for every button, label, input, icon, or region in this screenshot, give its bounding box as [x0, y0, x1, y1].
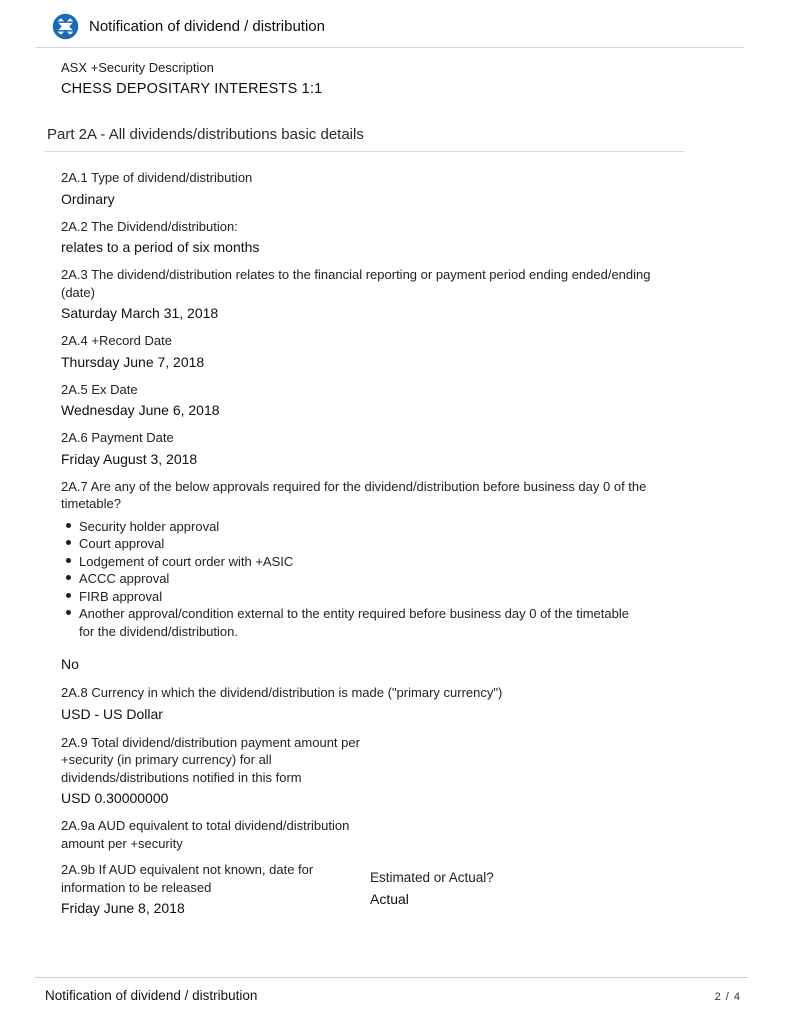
list-item: Another approval/condition external to the entity required before business day 0 of the timetable for the dividend/distribution.	[61, 605, 631, 640]
item-2a9a	[61, 817, 731, 852]
item-value: Ordinary	[61, 190, 115, 207]
item-label: 2A.7 Are any of the below approvals required for the dividend/distribution before business day 0 of the timetable?	[61, 478, 647, 511]
list-item: Court approval	[61, 535, 631, 553]
asx-logo-icon	[52, 13, 79, 40]
approvals-list	[61, 518, 731, 641]
footer-title: Notification of dividend / distribution	[45, 988, 258, 1003]
form-items	[61, 169, 731, 918]
item-2a9b-right	[370, 861, 494, 918]
security-description-label: ASX +Security Description	[61, 60, 214, 75]
item-value: Wednesday June 6, 2018	[61, 402, 220, 418]
page-number: 2 / 4	[714, 991, 741, 1003]
security-description-block	[61, 59, 791, 99]
item-value: Friday June 8, 2018	[61, 900, 185, 916]
item-label: 2A.5 Ex Date	[61, 381, 138, 397]
estimated-or-actual-value: Actual	[370, 891, 409, 907]
list-item: Lodgement of court order with +ASIC	[61, 553, 631, 571]
item-value: No	[61, 656, 79, 672]
document-footer	[0, 977, 791, 1003]
item-2a2	[61, 218, 731, 258]
item-2a9b	[61, 861, 731, 918]
section-divider	[44, 151, 685, 152]
item-label: 2A.3 The dividend/distribution relates to the financial reporting or payment period ending ended/ending (date)	[61, 267, 651, 300]
header-divider	[35, 47, 744, 48]
item-2a5	[61, 381, 731, 421]
item-2a3	[61, 266, 731, 323]
document-header	[0, 0, 791, 40]
page-title: Notification of dividend / distribution	[89, 18, 325, 35]
item-value: USD 0.30000000	[61, 790, 169, 806]
section-heading: Part 2A - All dividends/distributions basic details	[47, 126, 364, 143]
security-description-value: CHESS DEPOSITARY INTERESTS 1:1	[61, 81, 323, 97]
list-item: FIRB approval	[61, 588, 631, 606]
item-value: Friday August 3, 2018	[61, 450, 198, 467]
item-2a9b-left	[61, 861, 370, 918]
item-value: Thursday June 7, 2018	[61, 353, 205, 370]
item-2a4	[61, 332, 731, 372]
item-value: USD - US Dollar	[61, 705, 163, 722]
item-label: 2A.6 Payment Date	[61, 430, 174, 445]
item-2a7	[61, 478, 731, 675]
item-label: 2A.8 Currency in which the dividend/distribution is made ("primary currency")	[61, 685, 503, 700]
item-label: 2A.1 Type of dividend/distribution	[61, 170, 253, 185]
item-value: Saturday March 31, 2018	[61, 305, 219, 321]
item-value: relates to a period of six months	[61, 239, 260, 255]
item-2a6	[61, 429, 731, 469]
item-label: 2A.2 The Dividend/distribution:	[61, 218, 238, 234]
footer-row	[0, 978, 791, 1003]
item-2a8	[61, 684, 731, 724]
item-label: 2A.4 +Record Date	[61, 333, 172, 348]
estimated-or-actual-label: Estimated or Actual?	[370, 870, 494, 885]
list-item: Security holder approval	[61, 518, 631, 536]
item-label: 2A.9b If AUD equivalent not known, date for information to be released	[61, 862, 314, 895]
item-2a9	[61, 734, 731, 809]
item-2a1	[61, 169, 731, 209]
list-item: ACCC approval	[61, 570, 631, 588]
item-label: 2A.9 Total dividend/distribution payment amount per +security (in primary currency) for all dividends/distributions notified in this form	[61, 734, 360, 785]
item-label: 2A.9a AUD equivalent to total dividend/distribution amount per +security	[61, 818, 350, 851]
